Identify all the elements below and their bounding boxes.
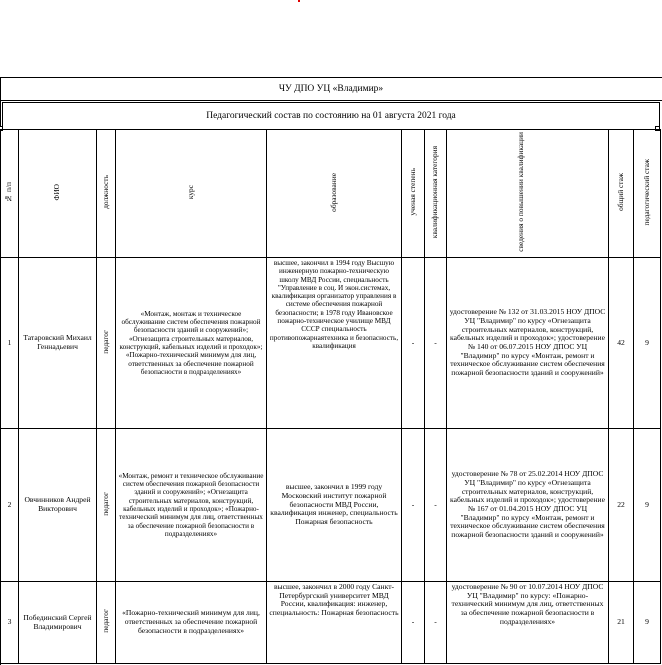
cell-fio[interactable]: Побединский Сергей Владимирович xyxy=(19,582,97,664)
table-row xyxy=(1,429,661,582)
table-header-row xyxy=(1,130,661,258)
cell-degree[interactable]: - xyxy=(402,429,425,582)
cell-education[interactable]: высшее, закончил в 2000 году Санкт-Петербургский университет МВД России, квалификация: инженер, специальность: Пожарная безопасность xyxy=(267,582,402,664)
cell-total-exp[interactable]: 22 xyxy=(609,429,634,582)
cell-training[interactable]: удостоверение № 78 от 25.02.2014 НОУ ДПОС УЦ "Владимир" по курсу «Огнезащита строительных материалов, конструкций, кабельных изделий и проходок»; удостоверение № 167 от 01.04.2015 НОУ ДПОС УЦ "Владимир" по курсу «Монтаж, ремонт и техническое обслуживание систем обеспечения пожарной безопасности зданий и сооружений» xyxy=(447,429,609,582)
staff-table xyxy=(0,129,661,664)
cell-course[interactable]: «Монтаж, ремонт и техническое обслуживание систем обеспечения пожарной безопасности зданий и сооружений»; «Огнезащита строительных материалов, конструкций, кабельных изделий и проходок»; «Пожарно-технический минимум для лиц, ответственных за обеспечение пожарной безопасности в подразделениях» xyxy=(116,429,267,582)
cell-num[interactable]: 3 xyxy=(1,582,19,664)
cell-total-exp[interactable]: 42 xyxy=(609,258,634,429)
cell-education[interactable]: высшее, закончил в 1999 году Московский институт пожарной безопасности МВД России, квалификация инженер, специальность Пожарная безопасность xyxy=(267,429,402,582)
cell-fio[interactable]: Татаровский Михаил Геннадьевич xyxy=(19,258,97,429)
cell-qualification[interactable]: - xyxy=(425,258,447,429)
cell-ped-exp[interactable]: 9 xyxy=(634,429,661,582)
header-position: должность xyxy=(97,130,116,258)
header-training: сведения о повышении квалификации xyxy=(447,130,609,258)
table-row xyxy=(1,582,661,664)
table-row xyxy=(1,258,661,429)
cell-position[interactable]: педагог xyxy=(97,582,116,664)
cell-training[interactable]: удостоверение № 132 от 31.03.2015 НОУ ДПОС УЦ "Владимир" по курсу «Огнезащита строительных материалов, конструкций, кабельных изделий и проходок»; удостоверение № 140 от 06.07.2015 НОУ ДПОС УЦ "Владимир" по курсу «Монтаж, ремонт и техническое обслуживание систем обеспечения пожарной безопасности зданий и сооружений» xyxy=(447,258,609,429)
cell-course[interactable]: «Монтаж, монтаж и техническое обслуживание систем обеспечения пожарной безопасности зданий и сооружений»; «Огнезащита строительных материалов, конструкций, кабельных изделий и проходок»; «Пожарно-технический минимум для лиц, ответственных за обеспечение пожарной безопасности в подразделениях» xyxy=(116,258,267,429)
red-marker-dot xyxy=(298,0,300,2)
cell-degree[interactable]: - xyxy=(402,258,425,429)
cell-degree[interactable]: - xyxy=(402,582,425,664)
cell-fio[interactable]: Овчинников Андрей Викторович xyxy=(19,429,97,582)
cell-course[interactable]: «Пожарно-технический минимум для лиц, ответственных за обеспечение пожарной безопасности в подразделениях» xyxy=(116,582,267,664)
cell-position[interactable]: педагог xyxy=(97,429,116,582)
document-title[interactable]: Педагогический состав по состоянию на 01 августа 2021 года xyxy=(2,102,660,130)
header-qualification: квалификационная категория xyxy=(425,130,447,258)
cell-position[interactable]: педагог xyxy=(97,258,116,429)
document-sheet xyxy=(0,77,662,635)
cell-total-exp[interactable]: 21 xyxy=(609,582,634,664)
cell-qualification[interactable]: - xyxy=(425,429,447,582)
cell-num[interactable]: 1 xyxy=(1,258,19,429)
header-total-exp: общий стаж xyxy=(609,130,634,258)
cell-num[interactable]: 2 xyxy=(1,429,19,582)
header-degree: ученая степень xyxy=(402,130,425,258)
cell-qualification[interactable]: - xyxy=(425,582,447,664)
cell-ped-exp[interactable]: 9 xyxy=(634,258,661,429)
header-course: курс xyxy=(116,130,267,258)
header-fio: ФИО xyxy=(19,130,97,258)
header-num: № п/п xyxy=(1,130,19,258)
cell-training[interactable]: удостоверение № 90 от 10.07.2014 НОУ ДПОС УЦ "Владимир" по курсу: «Пожарно-технический минимум для лиц, ответственных за обеспечение пожарной безопасности в подразделениях» xyxy=(447,582,609,664)
cell-education[interactable]: высшее, закончил в 1994 году Высшую инженерную пожарно-техническую школу МВД России, специальность "Управление в соц. И экон.системах, квалификация организатор управления в системе обеспечения пожарной безопасности; в 1978 году Ивановское пожарно-техническое училище МВД СССР специальность противопожарнаятехника и безопасность, квалификация xyxy=(267,258,402,429)
cell-ped-exp[interactable]: 9 xyxy=(634,582,661,664)
header-education: образование xyxy=(267,130,402,258)
header-ped-exp: педагогический стаж xyxy=(634,130,661,258)
organization-title: ЧУ ДПО УЦ «Владимир» xyxy=(0,77,662,101)
